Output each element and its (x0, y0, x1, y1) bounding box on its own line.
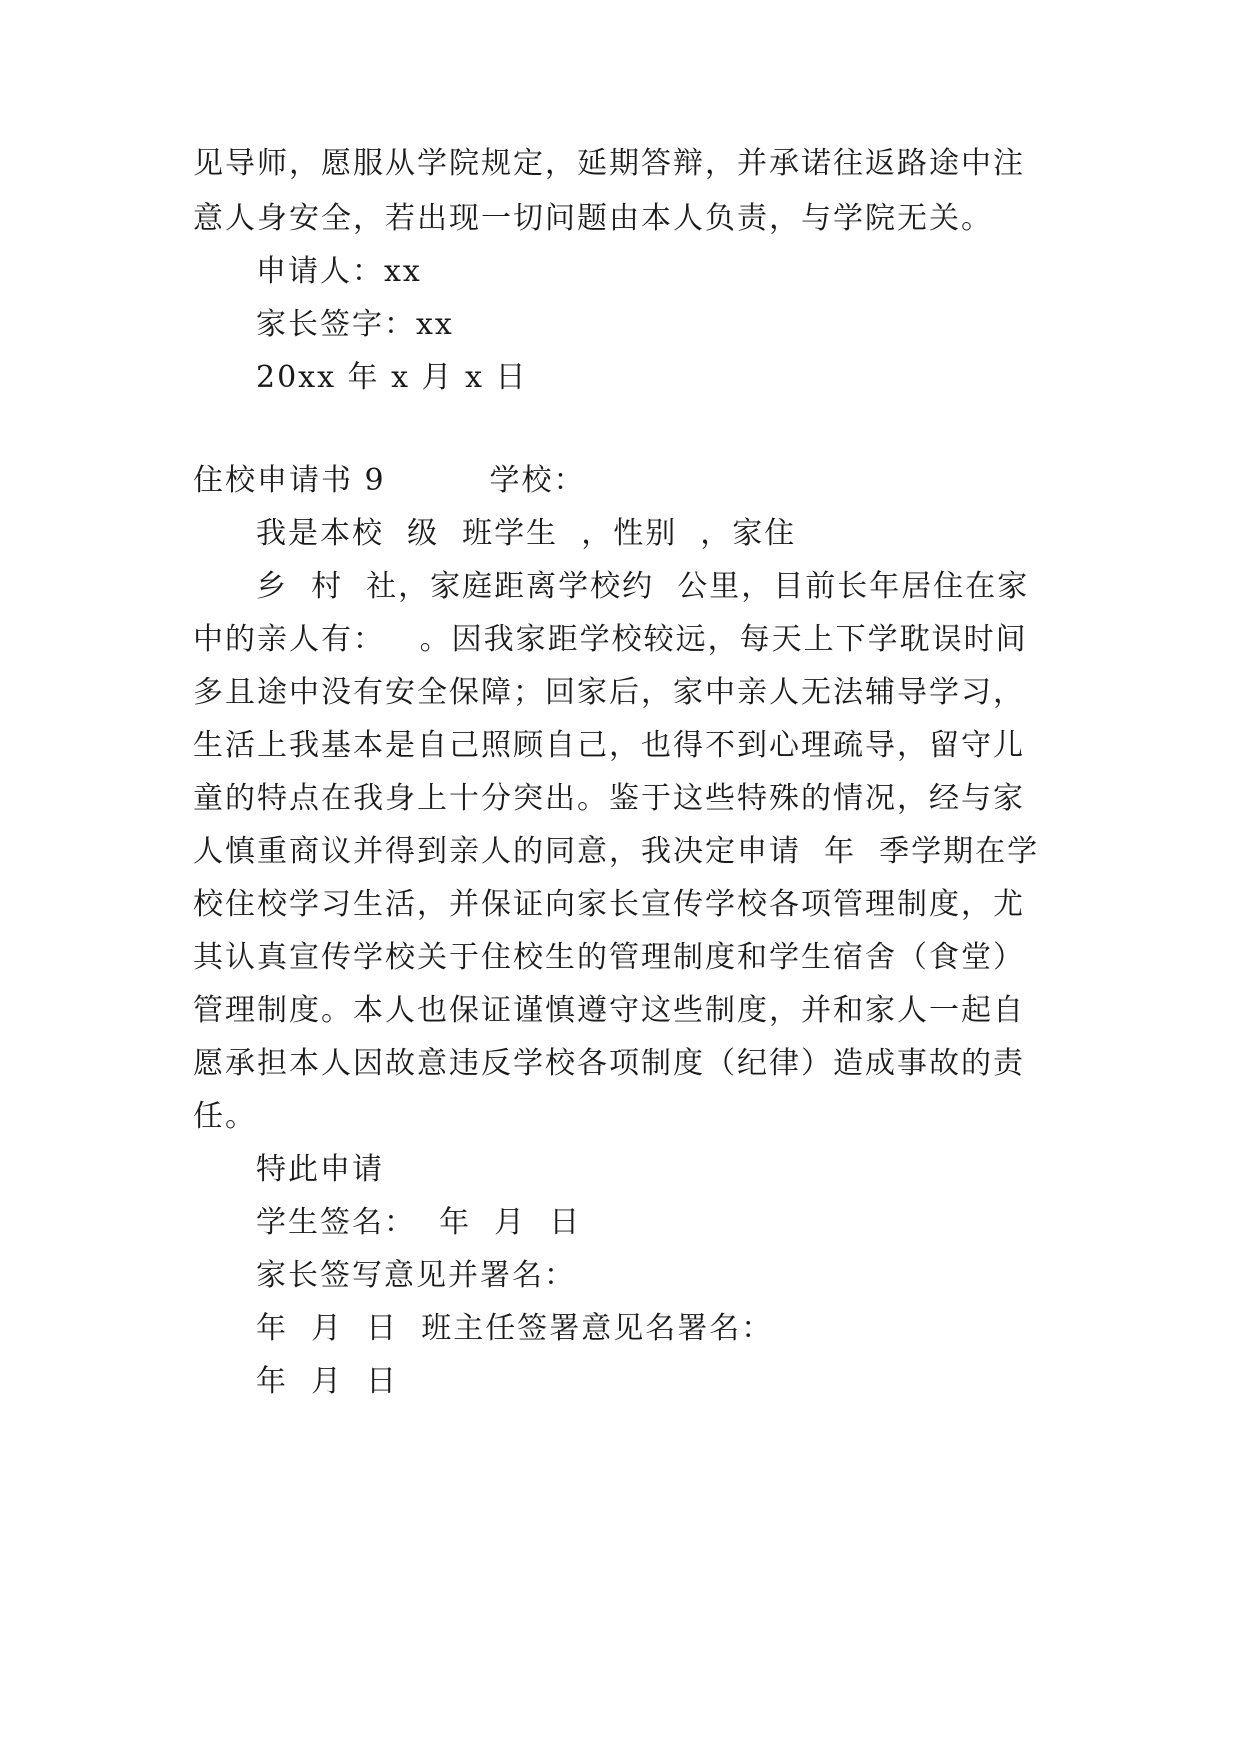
body-line: 任。 (193, 1099, 257, 1134)
body-line: 童的特点在我身上十分突出。鉴于这些特殊的情况，经与家 (193, 781, 1025, 816)
prev-body-line-1: 见导师，愿服从学院规定，延期答辩，并承诺往返路途中注 (193, 146, 1025, 181)
closing-line: 特此申请 (256, 1152, 384, 1187)
body-line: 愿承担本人因故意违反学校各项制度（纪律）造成事故的责 (193, 1046, 1025, 1081)
student-sign-line: 学生签名： 年 月 日 (256, 1205, 582, 1240)
body-line: 生活上我基本是自己照顾自己，也得不到心理疏导，留守儿 (193, 728, 1025, 763)
prev-body-line-2: 意人身安全，若出现一切问题由本人负责，与学院无关。 (193, 201, 993, 236)
applicant-line: 申请人：xx (256, 254, 422, 289)
body-line-first: 乡 村 社，家庭距离学校约 公里，目前长年居住在家 (256, 569, 1030, 604)
body-line: 多且途中没有安全保障；回家后，家中亲人无法辅导学习， (193, 675, 1025, 710)
final-date-line: 年 月 日 (256, 1364, 399, 1399)
intro-line: 我是本校 级 班学生 ，性别 ，家住 (256, 516, 797, 551)
body-line: 中的亲人有： 。因我家距学校较远，每天上下学耽误时间 (193, 622, 1028, 657)
body-line: 管理制度。本人也保证谨慎遵守这些制度，并和家人一起自 (193, 993, 1025, 1028)
body-line: 人慎重商议并得到亲人的同意，我决定申请 年 季学期在学 (193, 834, 1040, 869)
teacher-sign-line: 年 月 日 班主任签署意见名署名： (256, 1311, 774, 1346)
section-heading: 住校申请书 9 学校： (193, 463, 586, 498)
body-line: 校住校学习生活，并保证向家长宣传学校各项管理制度，尤 (193, 887, 1025, 922)
parent-signature-line: 家长签字：xx (256, 307, 454, 342)
body-line: 其认真宣传学校关于住校生的管理制度和学生宿舍（食堂） (193, 940, 1025, 975)
prev-date-line: 20xx 年 x 月 x 日 (256, 360, 528, 395)
parent-opinion-line: 家长签写意见并署名： (256, 1258, 576, 1293)
